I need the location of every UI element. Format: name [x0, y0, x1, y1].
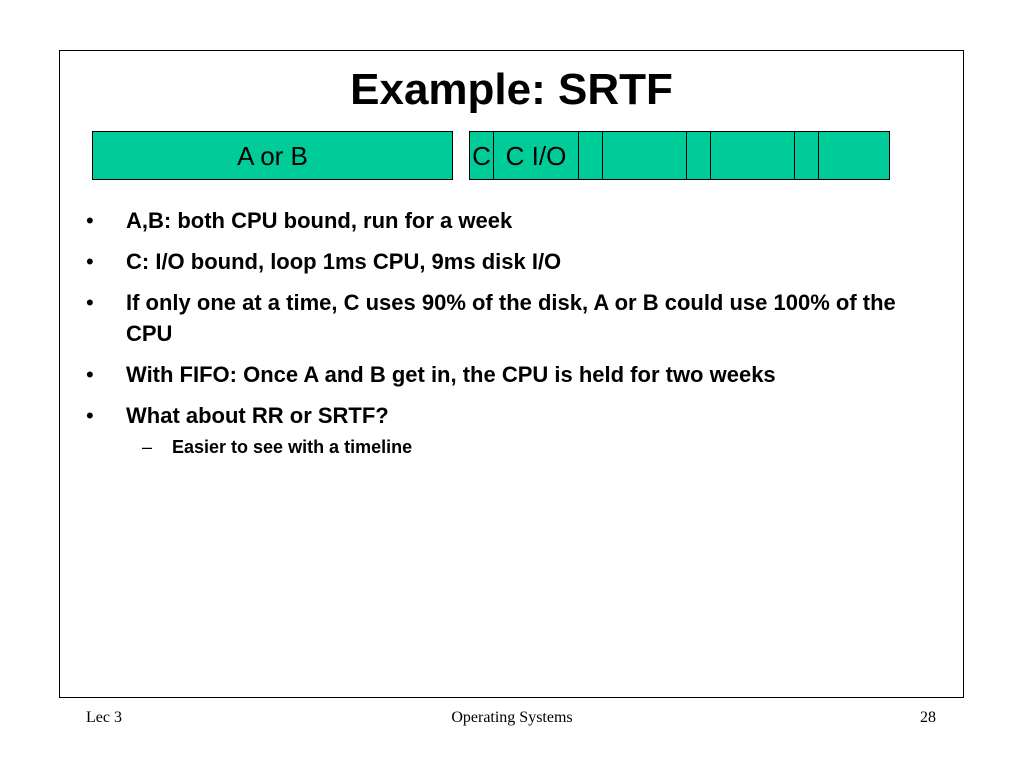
timeline-segment — [578, 131, 603, 180]
timeline-block-c: C — [469, 131, 494, 180]
bullet-text: If only one at a time, C uses 90% of the disk, A or B could use 100% of the CPU — [126, 290, 896, 346]
bullet-marker: • — [86, 362, 94, 387]
timeline-block-c-io: C I/O — [493, 131, 579, 180]
bullet-marker: • — [86, 249, 94, 274]
sub-bullet-list — [126, 435, 916, 460]
slide-title: Example: SRTF — [350, 65, 673, 114]
sub-bullet-marker: – — [142, 437, 153, 457]
timeline-segment — [602, 131, 687, 180]
sub-bullet-item — [126, 435, 916, 460]
bullet-item — [86, 400, 916, 460]
bullet-marker: • — [86, 208, 94, 233]
bullet-item — [86, 359, 916, 390]
bullet-text: A,B: both CPU bound, run for a week — [126, 208, 513, 233]
timeline-segment — [710, 131, 795, 180]
sub-bullet-text: Easier to see with a timeline — [172, 437, 413, 457]
footer-lecture: Lec 3 — [86, 709, 122, 726]
bullet-marker: • — [86, 403, 94, 428]
footer-course: Operating Systems — [451, 709, 573, 726]
timeline-segment — [686, 131, 711, 180]
footer-page-number: 28 — [920, 709, 936, 726]
bullet-marker: • — [86, 290, 94, 315]
bullet-item — [86, 287, 916, 349]
timeline-segment — [794, 131, 819, 180]
timeline-block-a-or-b: A or B — [92, 131, 453, 180]
bullet-text: With FIFO: Once A and B get in, the CPU is held for two weeks — [126, 362, 776, 387]
bullet-text: C: I/O bound, loop 1ms CPU, 9ms disk I/O — [126, 249, 562, 274]
bullet-item — [86, 246, 916, 277]
bullet-list — [86, 205, 916, 470]
timeline-segment — [818, 131, 890, 180]
bullet-text: What about RR or SRTF? — [126, 403, 389, 428]
bullet-item — [86, 205, 916, 236]
